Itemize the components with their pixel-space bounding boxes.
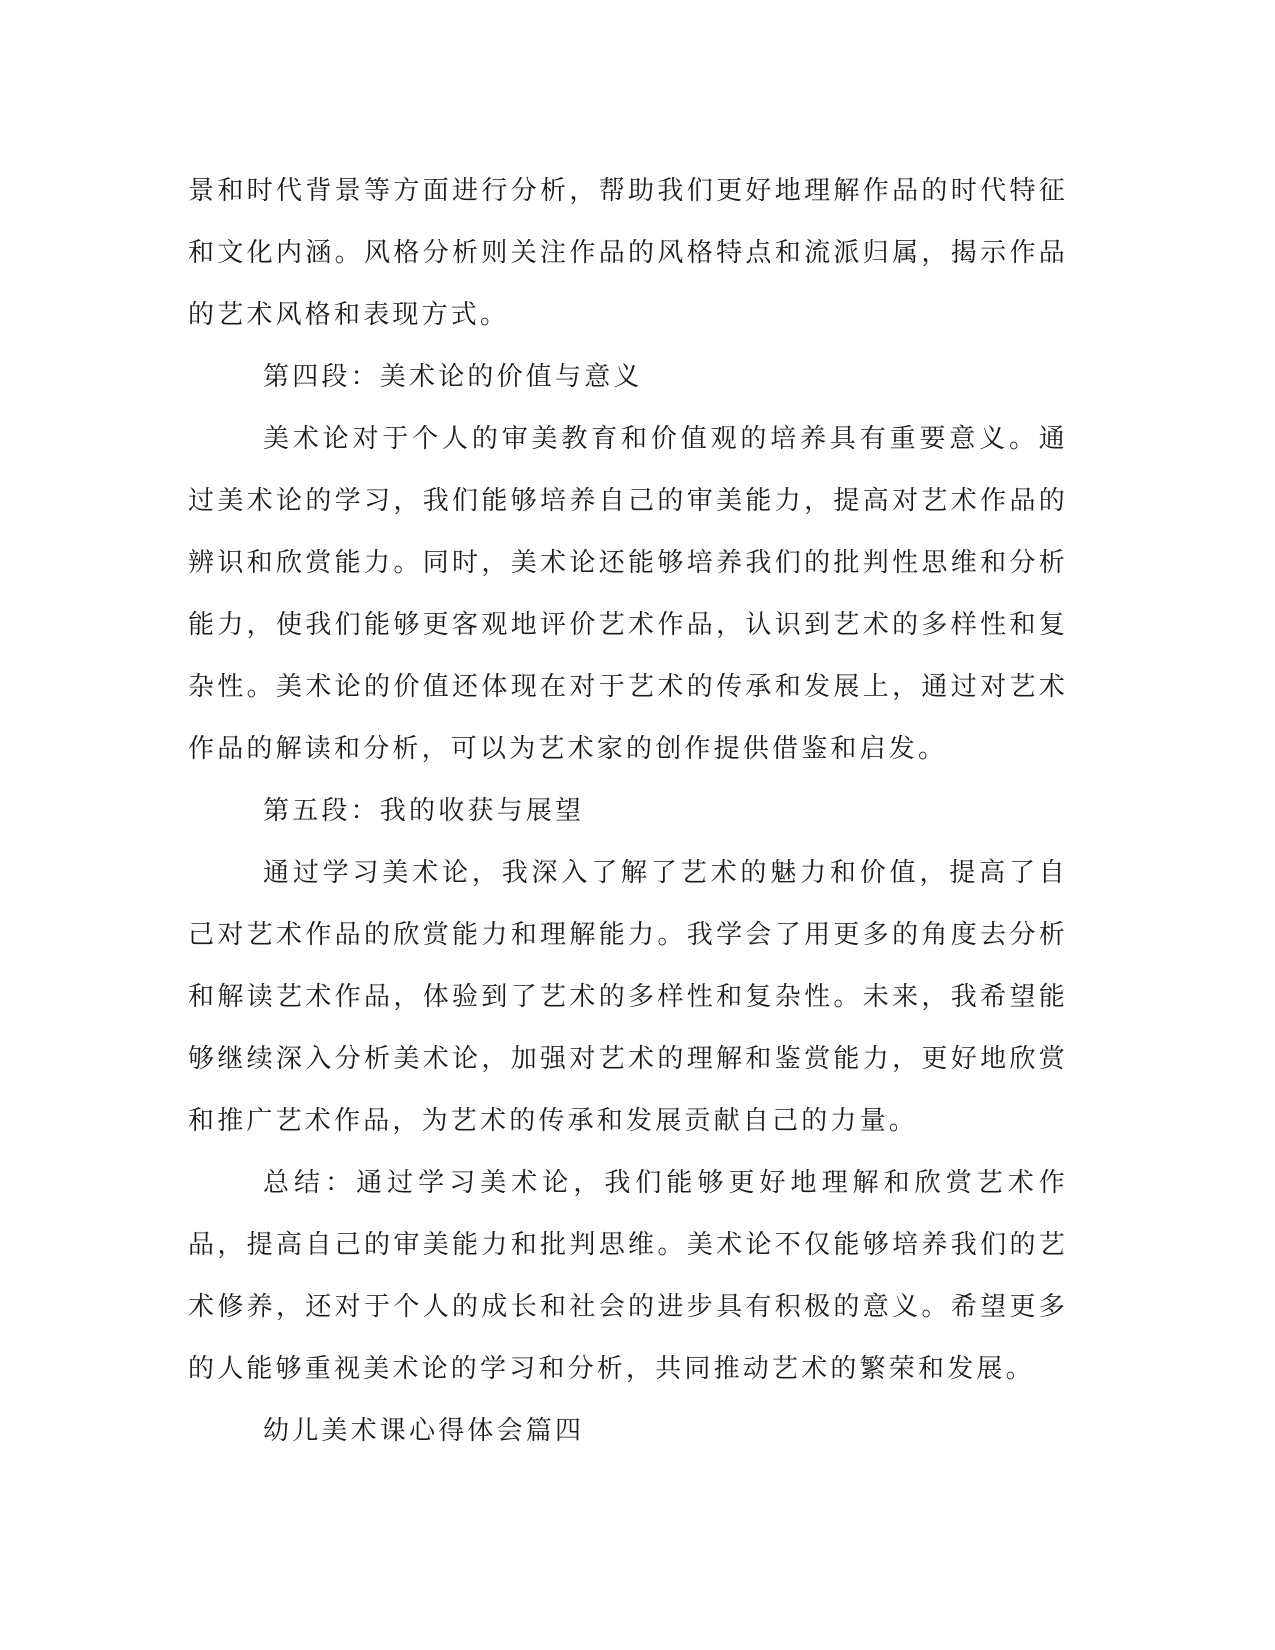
paragraph-section-4: 美术论对于个人的审美教育和价值观的培养具有重要意义。通过美术论的学习，我们能够培养自己的审美能力，提高对艺术作品的辨识和欣赏能力。同时，美术论还能够培养我们的批判性思维和分析能力，使我们能够更客观地评价艺术作品，认识到艺术的多样性和复杂性。美术论的价值还体现在对于艺术的传承和发展上，通过对艺术作品的解读和分析，可以为艺术家的创作提供借鉴和启发。 [188, 424, 1068, 764]
document-body [188, 160, 1068, 1462]
paragraph-summary: 总结：通过学习美术论，我们能够更好地理解和欣赏艺术作品，提高自己的审美能力和批判思维。美术论不仅能够培养我们的艺术修养，还对于个人的成长和社会的进步具有积极的意义。希望更多的人能够重视美术论的学习和分析，共同推动艺术的繁荣和发展。 [188, 1168, 1068, 1384]
paragraph-continuation: 景和时代背景等方面进行分析，帮助我们更好地理解作品的时代特征和文化内涵。风格分析则关注作品的风格特点和流派归属，揭示作品的艺术风格和表现方式。 [188, 176, 1068, 330]
section-heading-4: 第四段：美术论的价值与意义 [263, 362, 643, 392]
paragraph-section-5: 通过学习美术论，我深入了解了艺术的魅力和价值，提高了自己对艺术作品的欣赏能力和理解能力。我学会了用更多的角度去分析和解读艺术作品，体验到了艺术的多样性和复杂性。未来，我希望能够继续深入分析美术论，加强对艺术的理解和鉴赏能力，更好地欣赏和推广艺术作品，为艺术的传承和发展贡献自己的力量。 [188, 858, 1068, 1136]
section-heading-5: 第五段：我的收获与展望 [263, 796, 585, 826]
next-article-title: 幼儿美术课心得体会篇四 [263, 1416, 585, 1446]
